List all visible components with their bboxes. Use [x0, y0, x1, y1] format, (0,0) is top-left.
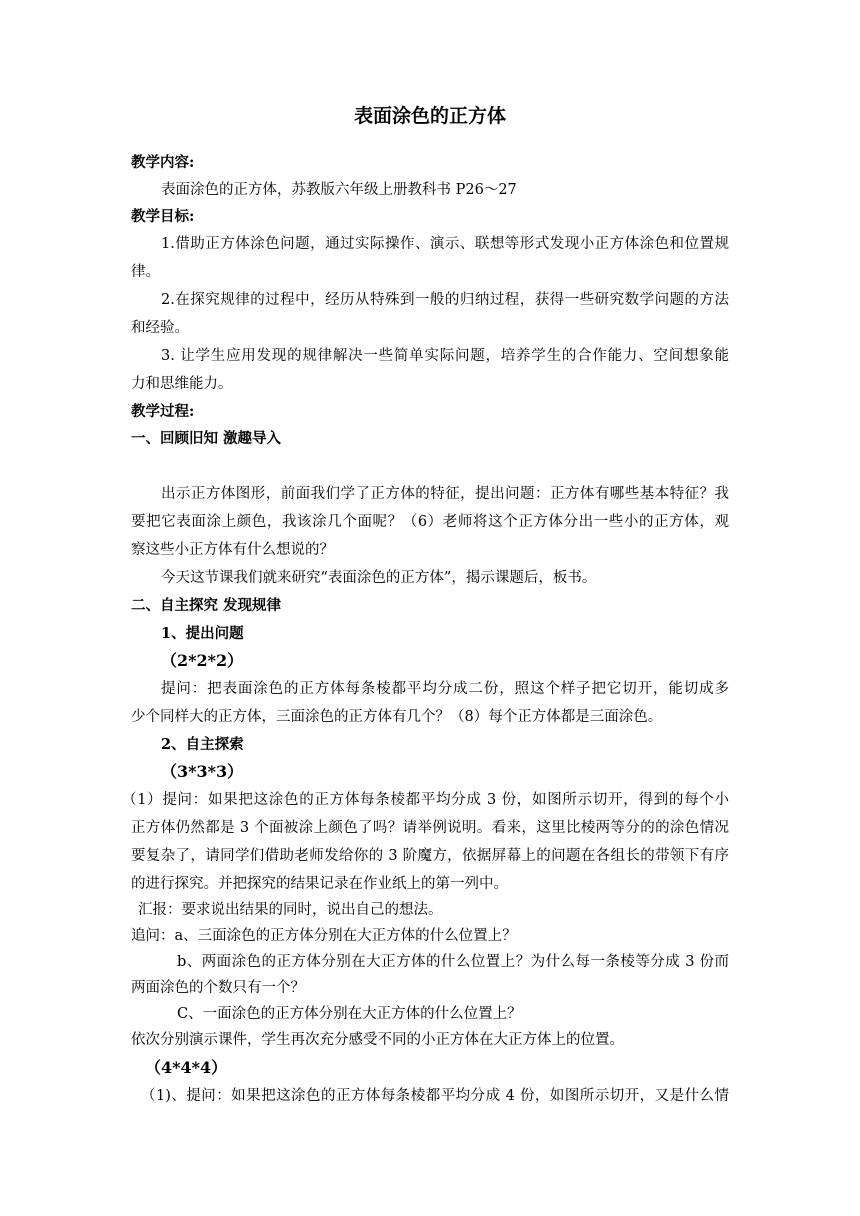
paragraph-line: 察这些小正方体有什么想说的？ [131, 542, 334, 558]
cube-label-4x4x4: （4*4*4） [145, 1058, 228, 1077]
paragraph-line: 表面涂色的正方体，苏教版六年级上册教科书 P26～27 [161, 182, 517, 198]
heading-teaching-content: 教学内容: [131, 154, 195, 171]
cube-label-2x2x2: （2*2*2） [161, 651, 244, 670]
document-title: 表面涂色的正方体 [353, 105, 506, 127]
subsection-heading-2: 2、自主探索 [161, 736, 244, 753]
cube-label-3x3x3: （3*3*3） [161, 762, 244, 781]
heading-teaching-goals: 教学目标: [131, 208, 195, 225]
paragraph-line: （1）提问：如果把这涂色的正方体每条棱都平均分成 3 份，如图所示切开，得到的每个小 [122, 792, 729, 808]
paragraph-line: 出示正方体图形，前面我们学了正方体的特征，提出问题：正方体有哪些基本特征？我 [161, 486, 729, 502]
paragraph-line: 提问：把表面涂色的正方体每条棱都平均分成二份，照这个样子把它切开，能切成多 [161, 681, 729, 697]
paragraph-line: 追问：a、三面涂色的正方体分别在大正方体的什么位置上？ [131, 928, 517, 944]
paragraph-line: 两面涂色的个数只有一个？ [131, 980, 305, 996]
paragraph-line: 要复杂了，请同学们借助老师发给你的 3 阶魔方，依据屏幕上的问题在各组长的带领下有序 [131, 848, 729, 864]
paragraph-line: b、两面涂色的正方体分别在大正方体的什么位置上？为什么每一条棱等分成 3 份而 [177, 954, 729, 970]
section-heading-2: 二、自主探究 发现规律 [131, 597, 282, 614]
paragraph-line: 要把它表面涂上颜色，我该涂几个面呢？（6）老师将这个正方体分出一些小的正方体，观 [131, 514, 729, 530]
paragraph-line: 3. 让学生应用发现的规律解决一些简单实际问题，培养学生的合作能力、空间想象能 [161, 348, 729, 364]
paragraph-line: 今天这节课我们就来研究“表面涂色的正方体”，揭示课题后，板书。 [161, 570, 597, 586]
paragraph-line: 力和思维能力。 [131, 376, 233, 392]
paragraph-line: 2.在探究规律的过程中，经历从特殊到一般的归纳过程，获得一些研究数学问题的方法 [161, 292, 729, 308]
paragraph-line: 依次分别演示课件，学生再次充分感受不同的小正方体在大正方体上的位置。 [131, 1032, 624, 1048]
paragraph-line: C、一面涂色的正方体分别在大正方体的什么位置上？ [177, 1006, 522, 1022]
paragraph-line: 1.借助正方体涂色问题，通过实际操作、演示、联想等形式发现小正方体涂色和位置规 [161, 236, 729, 252]
heading-teaching-process: 教学过程: [131, 403, 195, 420]
paragraph-line: 律。 [131, 264, 160, 280]
paragraph-line: 少个同样大的正方体，三面涂色的正方体有几个？（8）每个正方体都是三面涂色。 [131, 709, 663, 725]
paragraph-line: 和经验。 [131, 320, 189, 336]
paragraph-line: （1)、提问：如果把这涂色的正方体每条棱都平均分成 4 份，如图所示切开，又是什么情 [141, 1088, 729, 1104]
section-heading-1: 一、回顾旧知 激趣导入 [131, 430, 282, 447]
paragraph-line: 汇报：要求说出结果的同时，说出自己的想法。 [138, 902, 443, 918]
paragraph-line: 正方体仍然都是 3 个面被涂上颜色了吗？请举例说明。看来，这里比棱两等分的的涂色情况 [131, 820, 729, 836]
subsection-heading-1: 1、提出问题 [161, 625, 244, 642]
paragraph-line: 的进行探究。并把探究的结果记录在作业纸上的第一列中。 [131, 876, 508, 892]
